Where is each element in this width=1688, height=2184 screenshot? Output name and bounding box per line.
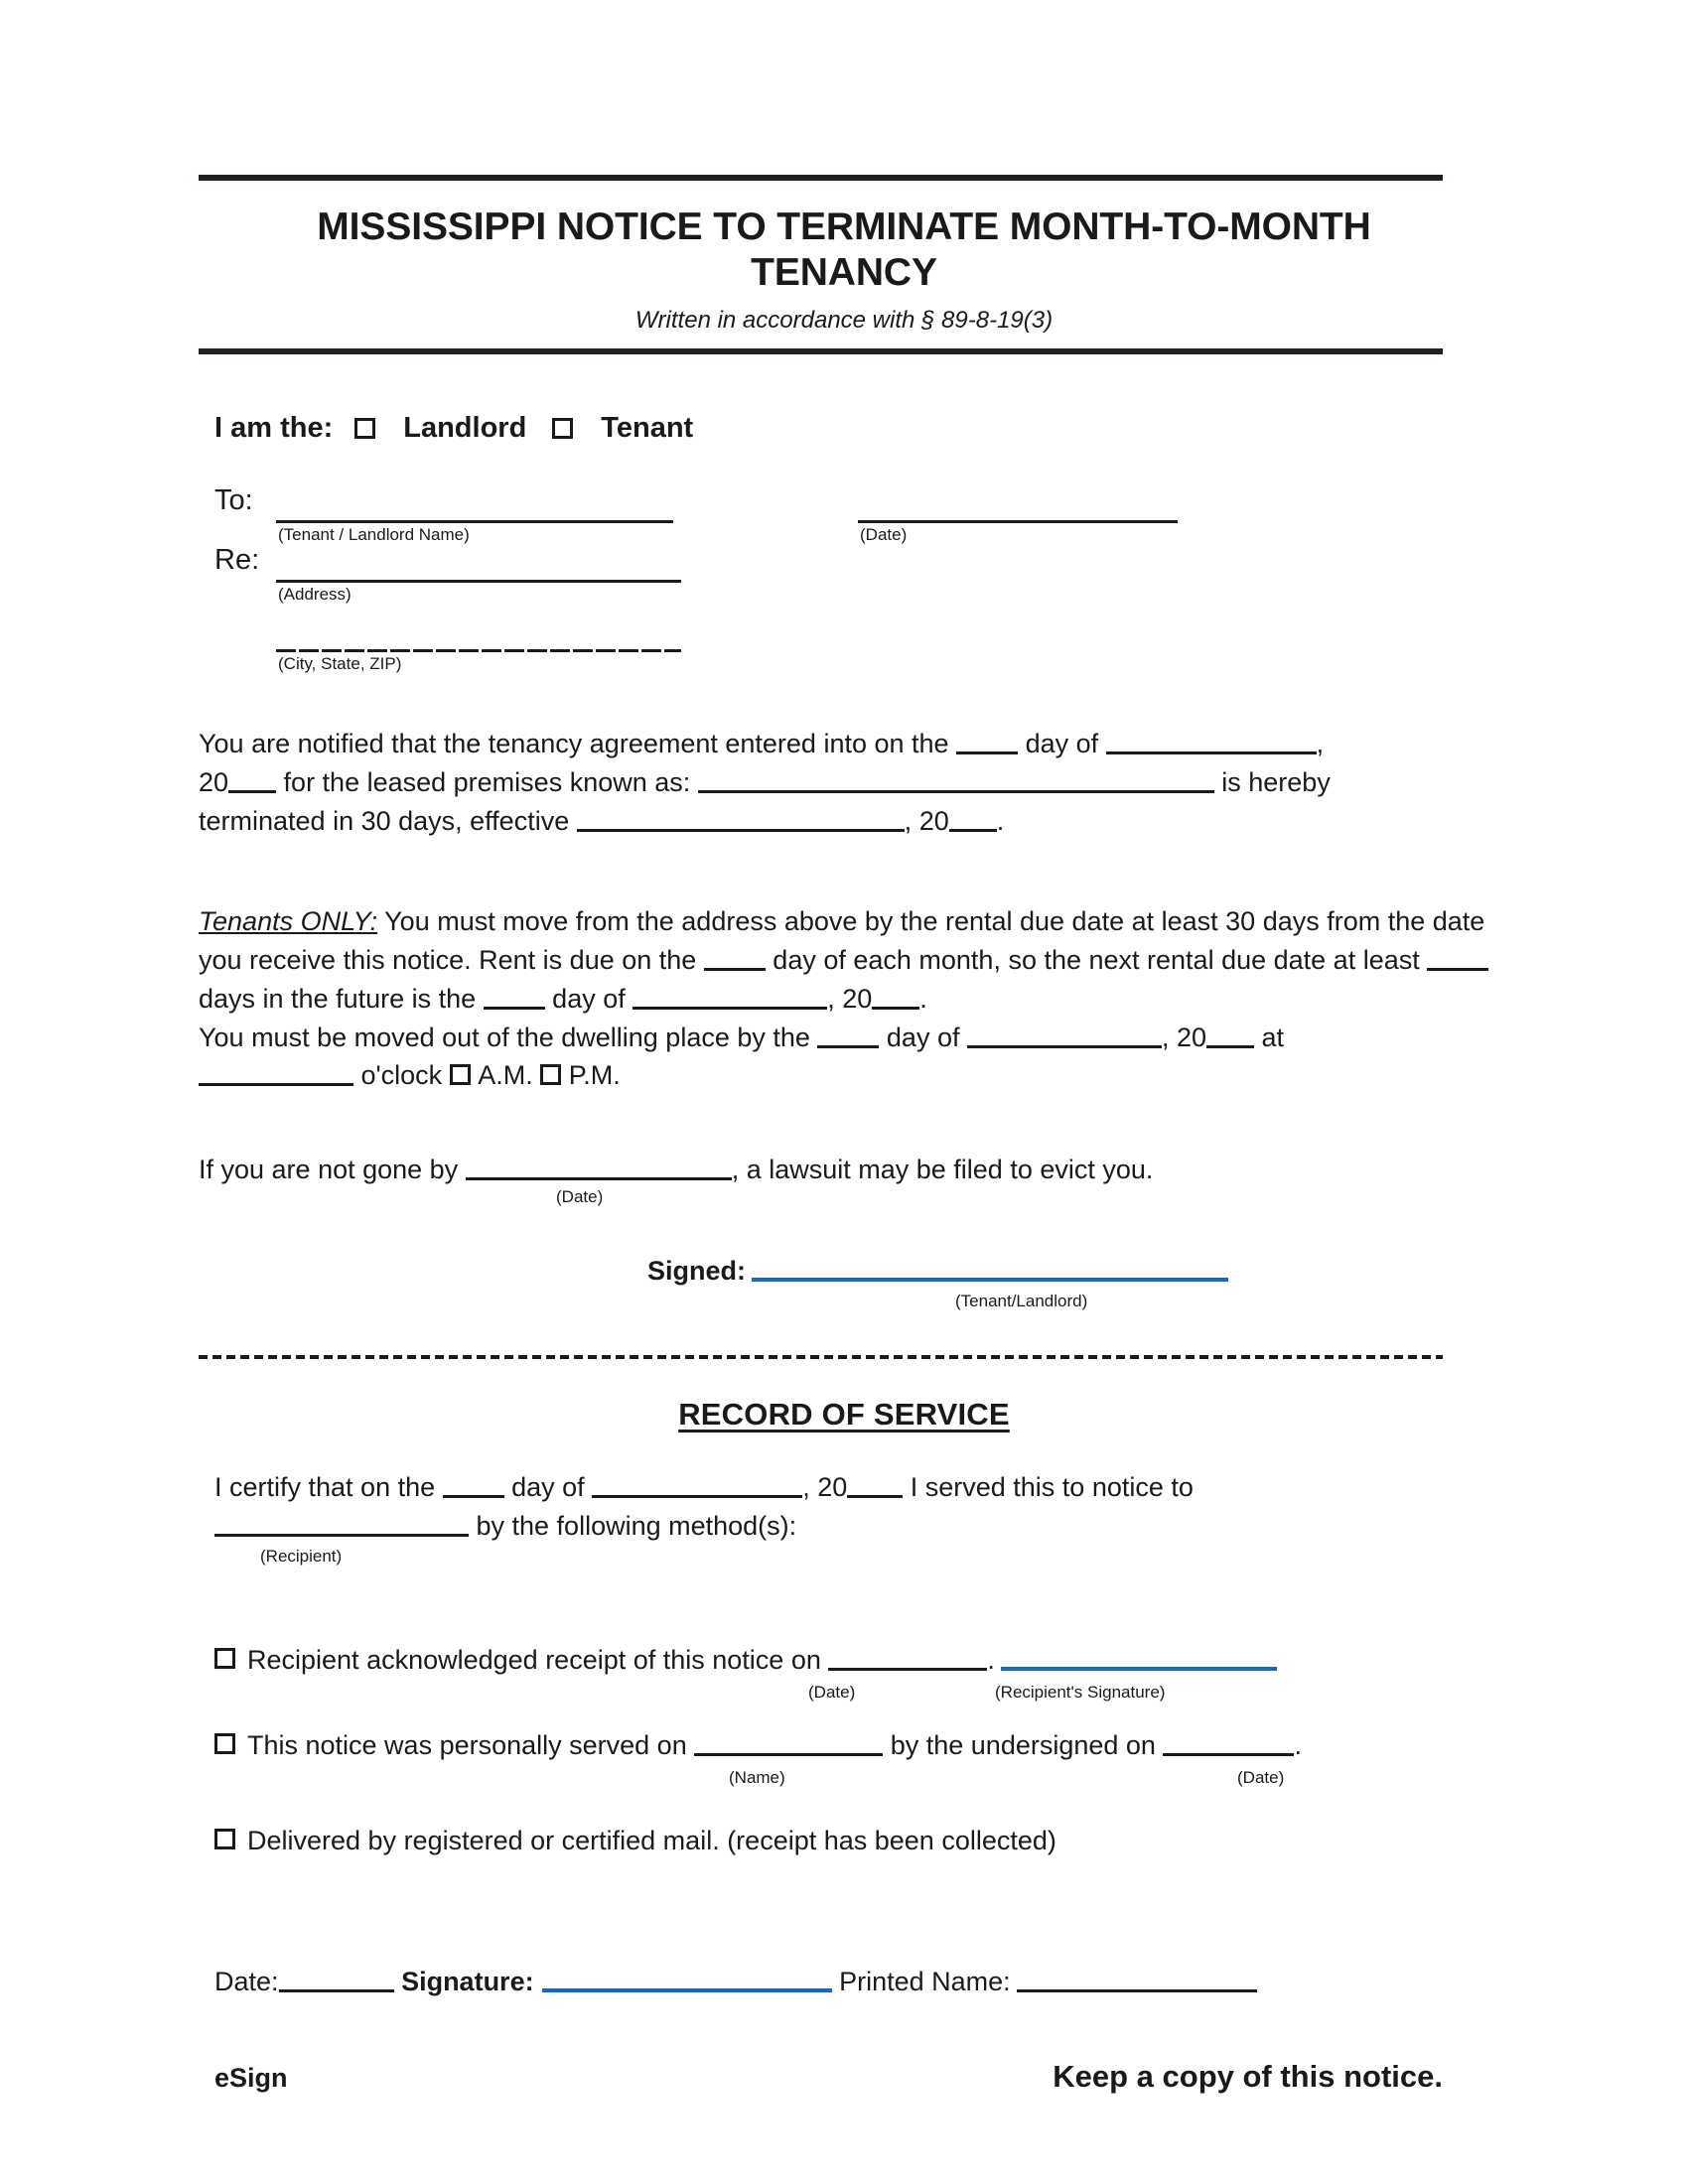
record-of-service-heading: RECORD OF SERVICE	[678, 1397, 1010, 1433]
signature-field[interactable]	[752, 1251, 1228, 1282]
next-due-month-field[interactable]	[633, 980, 827, 1010]
notice-text-8: , 20	[904, 806, 949, 836]
recipient-signature-field[interactable]	[1001, 1640, 1277, 1671]
pm-label: P.M.	[568, 1060, 621, 1091]
final-signature-row	[214, 1962, 1489, 1997]
moveout-day-field[interactable]	[817, 1019, 879, 1048]
checkbox-pm[interactable]	[540, 1064, 561, 1085]
method-1-text-2: .	[987, 1644, 995, 1675]
future-days-field[interactable]	[1427, 941, 1488, 971]
notice-text-1: You are notified that the tenancy agreement entered into on the	[199, 729, 957, 759]
notice-text-3: ,	[1316, 729, 1325, 759]
re-row	[214, 544, 1489, 605]
lawsuit-paragraph	[199, 1151, 1489, 1207]
tenants-only-text-7: You must be moved out of the dwelling place by the	[199, 1022, 818, 1052]
address-caption: (Address)	[278, 585, 352, 605]
header-rule-top	[199, 175, 1443, 181]
checkbox-am[interactable]	[450, 1064, 471, 1085]
effective-year-field[interactable]	[949, 802, 997, 832]
notice-text-6: is hereby	[1213, 767, 1331, 798]
notice-text-2: day of	[1018, 729, 1106, 759]
method-1-text-1: Recipient acknowledged receipt of this notice on	[247, 1644, 829, 1675]
lawsuit-date-field[interactable]	[466, 1151, 732, 1180]
checkbox-registered-mail[interactable]	[214, 1829, 235, 1849]
service-year-field[interactable]	[847, 1468, 903, 1498]
final-date-field[interactable]	[279, 1963, 394, 1992]
served-date-caption: (Date)	[1237, 1768, 1285, 1788]
to-label: To:	[214, 484, 253, 517]
section-divider	[199, 1355, 1443, 1359]
notice-date-caption: (Date)	[860, 525, 908, 545]
effective-date-field[interactable]	[577, 802, 905, 832]
signature-caption: (Tenant/Landlord)	[955, 1292, 1088, 1311]
method-1-captions	[214, 1683, 1489, 1705]
tenants-only-text-2: day of each month, so the next rental due date at least	[765, 944, 1428, 975]
served-name-caption: (Name)	[729, 1768, 785, 1788]
final-signature-label: Signature:	[401, 1967, 534, 1997]
tenants-only-paragraph	[199, 902, 1489, 1095]
service-day-field[interactable]	[443, 1468, 504, 1498]
page-title	[222, 205, 1466, 295]
method-3-text: Delivered by registered or certified mail. (receipt has been collected)	[247, 1826, 1056, 1856]
role-option-tenant-label: Tenant	[601, 412, 694, 445]
role-selector-label: I am the:	[214, 412, 334, 445]
notice-date-field[interactable]	[858, 520, 1178, 523]
city-state-zip-field[interactable]	[276, 649, 681, 652]
page-title-state: MISSISSIPPI	[317, 205, 547, 248]
method-2-captions	[214, 1768, 1489, 1790]
served-name-field[interactable]	[694, 1726, 883, 1756]
moveout-month-field[interactable]	[967, 1019, 1162, 1048]
method-2-text-3: .	[1294, 1729, 1302, 1760]
moveout-year-field[interactable]	[1206, 1019, 1254, 1048]
certify-text-3: , 20	[802, 1472, 848, 1503]
tenants-only-text-3: days in the future is the	[199, 983, 484, 1014]
page-subtitle: Written in accordance with § 89-8-19(3)	[634, 307, 1054, 335]
recipient-signature-caption: (Recipient's Signature)	[995, 1682, 1166, 1702]
page-title-rest: NOTICE TO TERMINATE MONTH-TO-MONTH TENANCY	[546, 205, 1371, 294]
notice-text-9: .	[996, 806, 1005, 836]
tenants-only-text-10: at	[1254, 1022, 1285, 1052]
tenants-only-text-4: day of	[544, 983, 633, 1014]
moveout-time-field[interactable]	[199, 1056, 353, 1086]
notice-text-5: for the leased premises known as:	[276, 767, 698, 798]
to-row	[214, 484, 1489, 545]
notice-day-field[interactable]	[956, 725, 1018, 754]
city-state-zip-caption: (City, State, ZIP)	[278, 654, 402, 674]
esign-brand: eSign	[214, 2063, 288, 2094]
lawsuit-date-caption: (Date)	[556, 1187, 604, 1207]
tenants-only-text-9: , 20	[1161, 1022, 1207, 1052]
tenants-only-text-8: day of	[879, 1022, 967, 1052]
tenant-landlord-name-caption: (Tenant / Landlord Name)	[278, 525, 470, 545]
page-footer	[214, 2059, 1443, 2095]
recipient-field[interactable]	[214, 1507, 469, 1537]
city-state-zip-row	[214, 614, 1489, 674]
tenant-landlord-name-field[interactable]	[276, 520, 673, 523]
service-method-2	[214, 1726, 1489, 1763]
ack-date-field[interactable]	[828, 1641, 987, 1671]
lawsuit-text-2: , a lawsuit may be filed to evict you.	[731, 1155, 1154, 1185]
certify-text-2: day of	[503, 1472, 593, 1503]
recipient-caption: (Recipient)	[260, 1546, 343, 1566]
tenants-only-heading: Tenants ONLY:	[199, 905, 378, 936]
lawsuit-text-1: If you are not gone by	[199, 1155, 466, 1185]
method-2-text-2: by the undersigned on	[883, 1729, 1164, 1760]
certify-text-5: by the following method(s):	[469, 1511, 797, 1541]
leased-premises-field[interactable]	[698, 763, 1214, 793]
address-field[interactable]	[276, 580, 681, 583]
role-selector	[214, 412, 1489, 445]
served-date-field[interactable]	[1163, 1726, 1294, 1756]
certify-paragraph	[214, 1468, 1489, 1546]
notice-paragraph	[199, 725, 1489, 841]
next-due-day-field[interactable]	[484, 980, 545, 1010]
notice-year-field[interactable]	[228, 763, 276, 793]
notice-month-field[interactable]	[1106, 725, 1317, 754]
re-label: Re:	[214, 544, 260, 577]
rent-due-day-field[interactable]	[704, 941, 766, 971]
am-label: A.M.	[478, 1060, 533, 1091]
method-2-text-1: This notice was personally served on	[247, 1729, 695, 1760]
role-option-landlord-label: Landlord	[403, 412, 527, 445]
next-due-year-field[interactable]	[872, 980, 919, 1010]
tenants-only-text-6: .	[919, 983, 927, 1014]
signature-row	[199, 1251, 1489, 1287]
checkbox-landlord[interactable]	[354, 418, 375, 439]
keep-copy-note: Keep a copy of this notice.	[1053, 2059, 1443, 2095]
checkbox-tenant[interactable]	[552, 418, 573, 439]
final-date-label: Date:	[214, 1967, 279, 1997]
tenants-only-text-1: You must move from the address above by the rental due date at least 30 days from the date you receive this notice. Rent is due on the	[199, 905, 1485, 975]
document-sheet	[199, 0, 1489, 2095]
final-signature-field[interactable]	[542, 1962, 832, 1992]
ack-date-caption: (Date)	[808, 1682, 856, 1702]
final-printed-name-field[interactable]	[1017, 1963, 1257, 1992]
header-rule-bottom	[199, 348, 1443, 354]
signed-label: Signed:	[647, 1256, 746, 1287]
notice-text-4: 20	[199, 767, 229, 798]
final-printed-name-label: Printed Name:	[839, 1967, 1011, 1997]
checkbox-acknowledged-receipt[interactable]	[214, 1648, 235, 1669]
certify-text-4: I served this to notice to	[903, 1472, 1194, 1503]
certify-text-1: I certify that on the	[214, 1472, 443, 1503]
notice-text-7: terminated in 30 days, effective	[199, 806, 577, 836]
service-month-field[interactable]	[592, 1468, 802, 1498]
checkbox-personally-served[interactable]	[214, 1733, 235, 1754]
tenants-only-text-5: , 20	[827, 983, 873, 1014]
service-method-1	[214, 1640, 1489, 1678]
tenants-only-text-11: o'clock	[353, 1060, 450, 1091]
service-method-3	[214, 1824, 1489, 1858]
